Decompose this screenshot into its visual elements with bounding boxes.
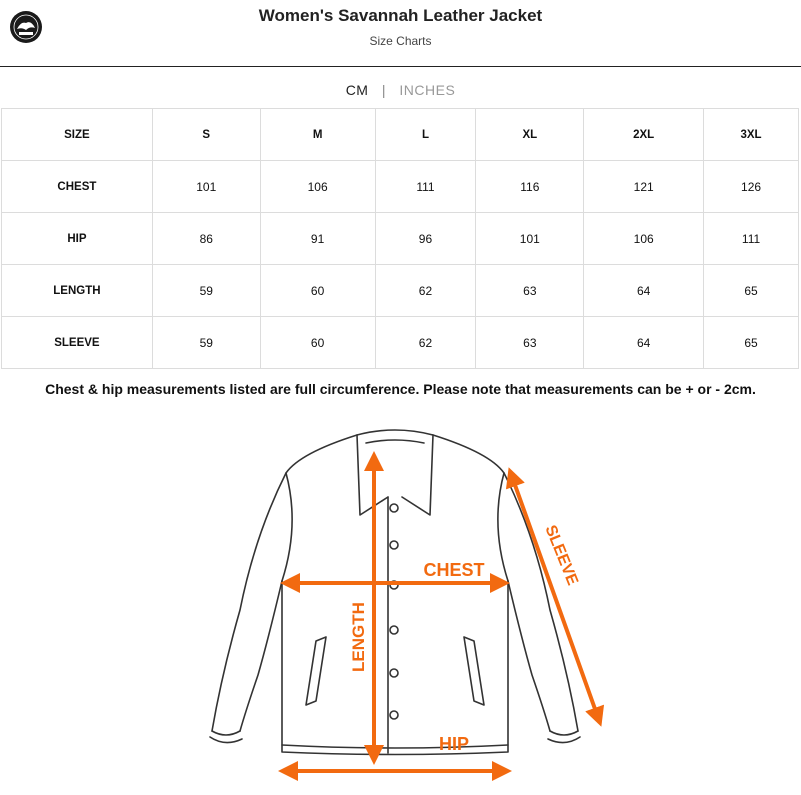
row-header: HIP: [2, 213, 153, 265]
table-cell: 65: [704, 265, 799, 317]
column-header: S: [152, 109, 260, 161]
column-header: 2XL: [584, 109, 704, 161]
chest-label: CHEST: [423, 560, 485, 580]
table-cell: 101: [152, 161, 260, 213]
hip-label: HIP: [438, 734, 470, 754]
table-cell: 106: [260, 161, 375, 213]
column-header: M: [260, 109, 375, 161]
table-cell: 60: [260, 265, 375, 317]
table-header-row: [2, 109, 799, 161]
unit-cm-toggle[interactable]: CM: [345, 82, 369, 98]
button-dot: [390, 541, 398, 549]
row-header: SLEEVE: [2, 317, 153, 369]
table-cell: 65: [704, 317, 799, 369]
table-cell: 96: [375, 213, 476, 265]
column-header: SIZE: [2, 109, 153, 161]
row-header: CHEST: [2, 161, 153, 213]
table-cell: 86: [152, 213, 260, 265]
button-dot: [390, 669, 398, 677]
table-cell: 59: [152, 265, 260, 317]
column-header: XL: [476, 109, 584, 161]
table-cell: 62: [375, 265, 476, 317]
unit-inches-toggle[interactable]: INCHES: [399, 82, 456, 98]
page-header: [0, 0, 801, 67]
table-cell: 116: [476, 161, 584, 213]
table-cell: 60: [260, 317, 375, 369]
table-cell: 64: [584, 317, 704, 369]
sleeve-label: SLEEVE: [541, 522, 581, 588]
jacket-measurement-diagram: [0, 405, 801, 795]
button-dot: [390, 626, 398, 634]
jacket-buttons: [390, 504, 398, 719]
sleeve-arrow: [510, 471, 600, 723]
table-cell: 63: [476, 265, 584, 317]
measurement-arrows: [282, 455, 600, 771]
table-row: [2, 213, 799, 265]
table-cell: 62: [375, 317, 476, 369]
table-row: [2, 265, 799, 317]
jacket-outline: [210, 430, 580, 755]
table-cell: 111: [375, 161, 476, 213]
row-header: LENGTH: [2, 265, 153, 317]
table-cell: 126: [704, 161, 799, 213]
table-row: [2, 161, 799, 213]
table-cell: 106: [584, 213, 704, 265]
table-row: [2, 317, 799, 369]
column-header: 3XL: [704, 109, 799, 161]
table-cell: 91: [260, 213, 375, 265]
table-cell: 63: [476, 317, 584, 369]
table-cell: 59: [152, 317, 260, 369]
table-cell: 111: [704, 213, 799, 265]
length-label: LENGTH: [349, 602, 368, 672]
measurement-note: Chest & hip measurements listed are full circumference. Please note that measurements can be + or - 2cm.: [45, 381, 756, 397]
page-subtitle: Size Charts: [369, 34, 432, 48]
table-cell: 64: [584, 265, 704, 317]
button-dot: [390, 711, 398, 719]
table-cell: 101: [476, 213, 584, 265]
button-dot: [390, 504, 398, 512]
table-cell: 121: [584, 161, 704, 213]
page-title: Women's Savannah Leather Jacket: [258, 6, 543, 25]
size-chart-table: [1, 108, 799, 369]
column-header: L: [375, 109, 476, 161]
unit-toggle: [0, 82, 801, 98]
unit-separator: |: [381, 82, 386, 98]
